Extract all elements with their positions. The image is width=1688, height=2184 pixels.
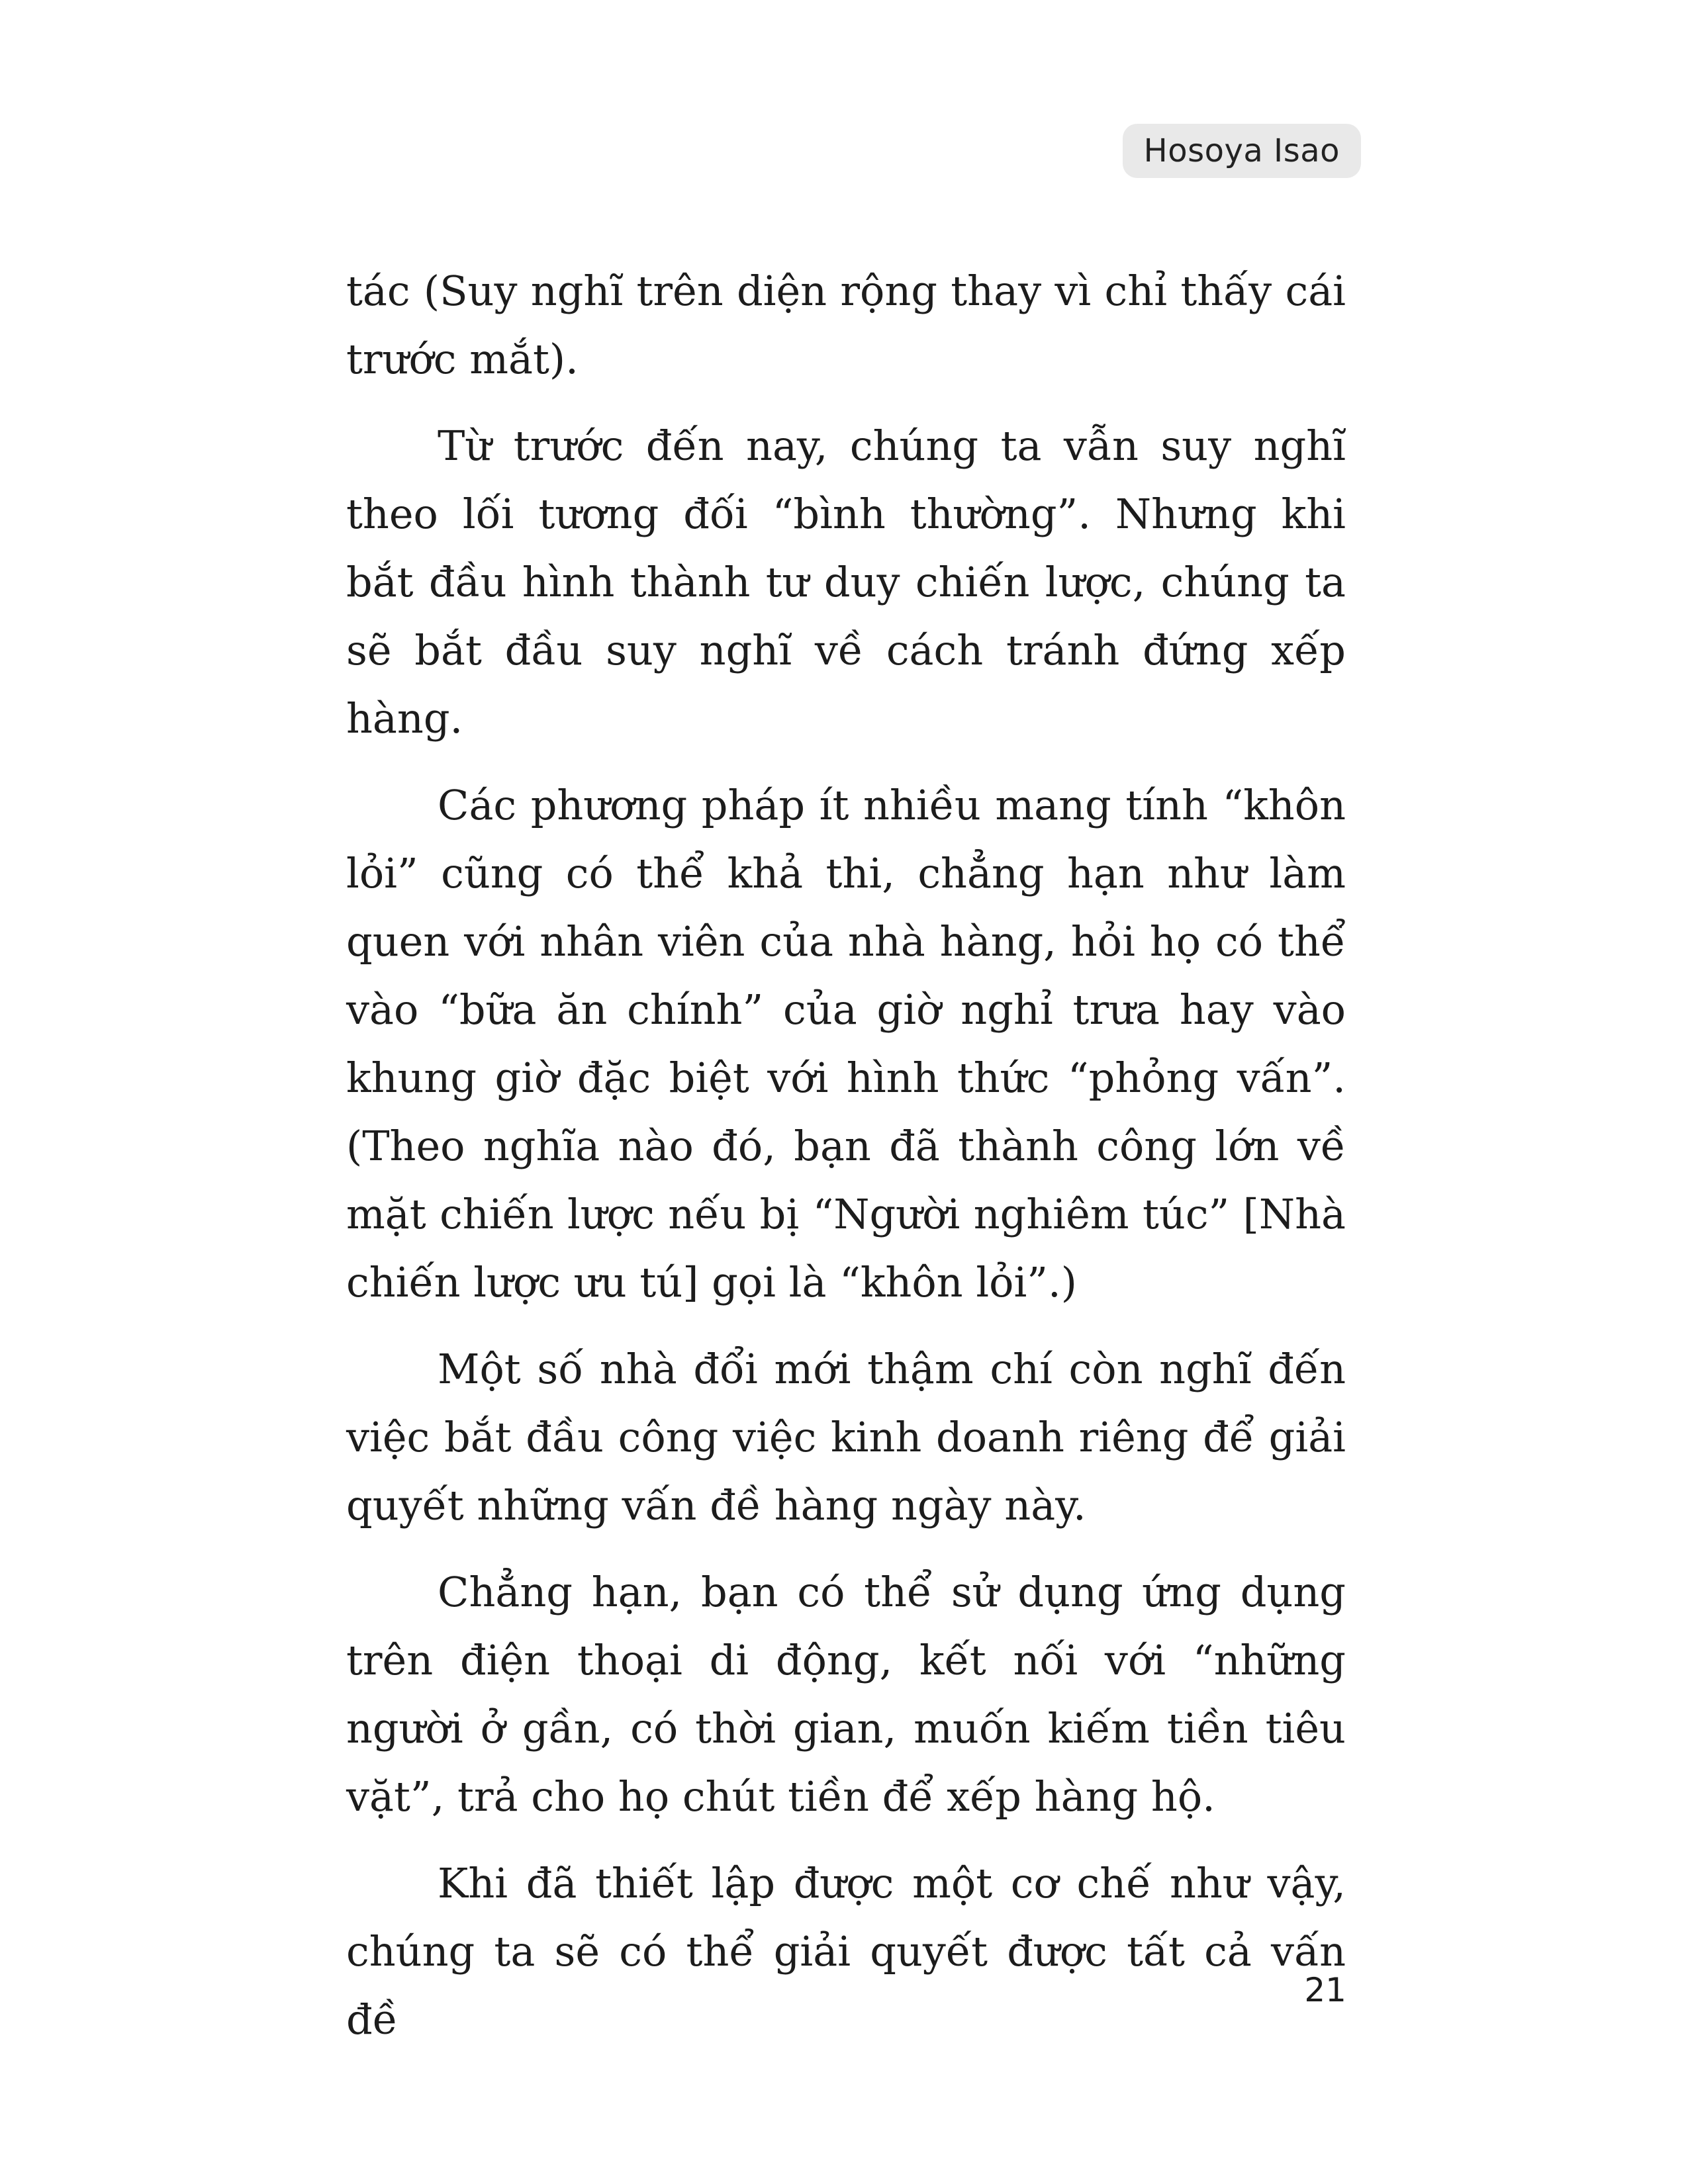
page-number: 21 bbox=[1304, 1971, 1346, 2009]
running-head-author: Hosoya Isao bbox=[1123, 124, 1361, 178]
body-text bbox=[346, 257, 1346, 2072]
paragraph-continuation: tác (Suy nghĩ trên diện rộng thay vì chỉ thấy cái trước mắt). bbox=[346, 267, 1346, 383]
paragraph: Từ trước đến nay, chúng ta vẫn suy nghĩ theo lối tương đối “bình thường”. Nhưng khi bắt đầu hình thành tư duy chiến lược, chúng ta sẽ bắt đầu suy nghĩ về cách tránh đứng xếp hàng. bbox=[346, 422, 1346, 743]
paragraph: Khi đã thiết lập được một cơ chế như vậy, chúng ta sẽ có thể giải quyết được tất cả vấn đề bbox=[346, 1859, 1346, 2044]
paragraph: Chẳng hạn, bạn có thể sử dụng ứng dụng trên điện thoại di động, kết nối với “những người ở gần, có thời gian, muốn kiếm tiền tiêu vặt”, trả cho họ chút tiền để xếp hàng hộ. bbox=[346, 1568, 1346, 1821]
paragraph: Một số nhà đổi mới thậm chí còn nghĩ đến việc bắt đầu công việc kinh doanh riêng để giải quyết những vấn đề hàng ngày này. bbox=[346, 1345, 1346, 1529]
paragraph: Các phương pháp ít nhiều mang tính “khôn lỏi” cũng có thể khả thi, chẳng hạn như làm quen với nhân viên của nhà hàng, hỏi họ có thể vào “bữa ăn chính” của giờ nghỉ trưa hay vào khung giờ đặc biệt với hình thức “phỏng vấn”. (Theo nghĩa nào đó, bạn đã thành công lớn về mặt chiến lược nếu bị “Người nghiêm túc” [Nhà chiến lược ưu tú] gọi là “khôn lỏi”.) bbox=[346, 781, 1346, 1306]
